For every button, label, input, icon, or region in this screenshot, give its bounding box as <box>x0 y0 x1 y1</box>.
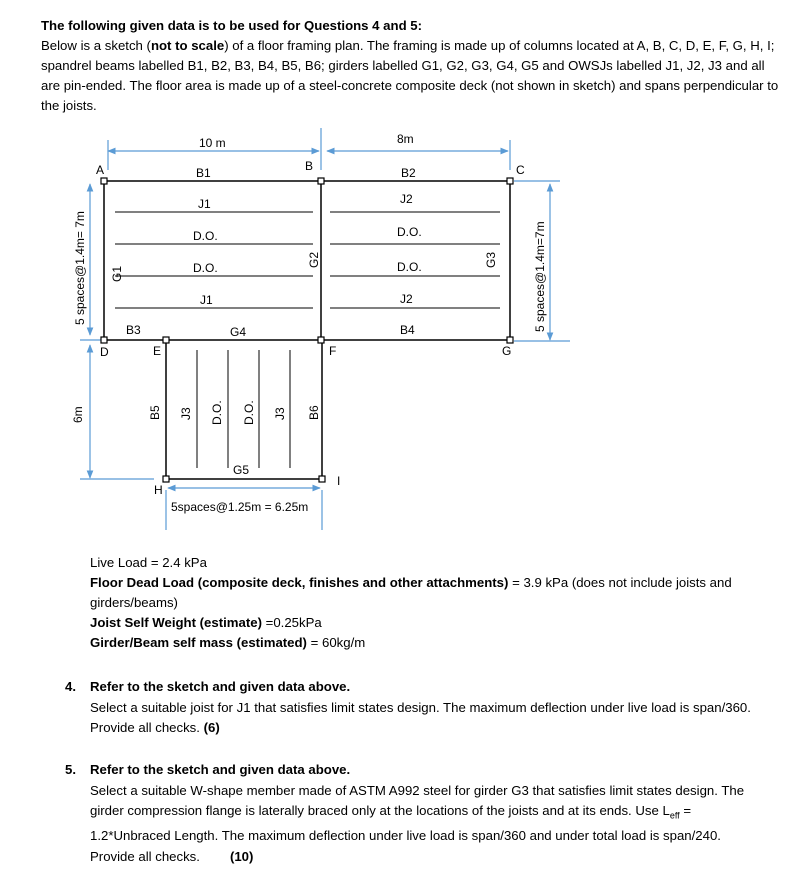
label-j1-bottom: J1 <box>200 293 213 307</box>
label-do-3: D.O. <box>397 225 422 239</box>
label-b6: B6 <box>307 405 321 420</box>
column-a <box>101 178 107 184</box>
q5-title: Refer to the sketch and given data above. <box>90 762 351 777</box>
label-j3-right: J3 <box>273 407 287 420</box>
question-4 <box>65 677 765 739</box>
intro-section <box>41 16 781 116</box>
label-col-d: D <box>100 345 109 359</box>
column-h <box>163 476 169 482</box>
label-col-i: I <box>337 474 341 488</box>
q5-text <box>90 781 765 868</box>
dead-load-label: Floor Dead Load (composite deck, finishes and other attachments) <box>90 575 509 590</box>
label-do-1: D.O. <box>193 229 218 243</box>
label-b4: B4 <box>400 323 415 337</box>
label-col-b: B <box>305 159 314 173</box>
intro-text-b: ) of a floor framing plan. The framing is made up of columns located at A, B, C, D, E, F, G, H, I; spandrel beams labelled B1, B2, B3, B4, B5, B6; girders labelled G1, G2, G3, G4, G5 and OWSJs labelled J1, J2, J3 and all are pin-ended. The floor area is made up of a steel-concrete composite deck (not shown in sketch) and spans perpendicular to the joists. <box>41 38 779 113</box>
label-g4: G4 <box>230 325 247 339</box>
label-do-4: D.O. <box>397 260 422 274</box>
live-load: Live Load = 2.4 kPa <box>90 555 207 570</box>
girder-sw-value: = 60kg/m <box>306 635 366 650</box>
label-b3: B3 <box>126 323 141 337</box>
label-g3: G3 <box>484 251 498 268</box>
label-b1: B1 <box>196 166 211 180</box>
label-left-7m: 5 spaces@1.4m= 7m <box>73 211 87 325</box>
q5-marks: (10) <box>229 848 254 864</box>
label-j3-left: J3 <box>179 407 193 420</box>
dead-load-value: = 3.9 kPa (does not include joists and girders/beams) <box>90 575 732 610</box>
intro-paragraph <box>41 36 781 116</box>
label-g2: G2 <box>307 251 321 268</box>
label-right-7m: 5 spaces@1.4m=7m <box>533 221 547 332</box>
label-bottom-span: 5spaces@1.25m = 6.25m <box>171 500 309 514</box>
column-f <box>318 337 324 343</box>
q5-number: 5. <box>65 762 76 777</box>
label-j2-bottom: J2 <box>400 292 413 306</box>
label-8m: 8m <box>397 132 414 146</box>
intro-text-a: Below is a sketch ( <box>41 38 151 53</box>
label-col-f: F <box>329 344 337 358</box>
label-col-a: A <box>96 163 105 177</box>
label-b2: B2 <box>401 166 416 180</box>
label-do-5: D.O. <box>210 400 224 425</box>
q4-body: Select a suitable joist for J1 that satisfies limit states design. The maximum deflection under live load is span/360. Provide all checks. <box>90 699 751 735</box>
joist-sw-label: Joist Self Weight (estimate) <box>90 615 262 630</box>
floor-framing-sketch <box>0 120 804 530</box>
label-b5: B5 <box>148 405 162 420</box>
q5-subscript: eff <box>669 810 680 821</box>
column-d <box>101 337 107 343</box>
girder-self-mass <box>90 633 770 653</box>
column-b <box>318 178 324 184</box>
label-do-2: D.O. <box>193 261 218 275</box>
q5-body-a: Select a suitable W-shape member made of ASTM A992 steel for girder G3 that satisfies limit states design. The girder compression flange is laterally braced only at the locations of the joists and at its ends. Use L <box>90 782 745 818</box>
joist-sw-value: =0.25kPa <box>261 615 322 630</box>
label-6m: 6m <box>71 406 85 423</box>
intro-text-bold: not to scale <box>150 38 225 53</box>
label-do-6: D.O. <box>242 400 256 425</box>
column-c <box>507 178 513 184</box>
label-col-g: G <box>502 344 512 358</box>
q4-marks: (6) <box>203 720 220 735</box>
question-5 <box>65 760 765 867</box>
q4-text <box>90 698 765 739</box>
intro-heading: The following given data is to be used for Questions 4 and 5: <box>41 18 423 33</box>
column-i <box>319 476 325 482</box>
dead-load <box>90 573 770 613</box>
q4-number: 4. <box>65 679 76 694</box>
q4-title: Refer to the sketch and given data above. <box>90 679 351 694</box>
joist-self-weight <box>90 613 770 633</box>
label-10m: 10 m <box>199 136 226 150</box>
given-loads <box>90 553 770 653</box>
label-g5: G5 <box>233 463 250 477</box>
label-j2-top: J2 <box>400 192 413 206</box>
label-col-e: E <box>153 344 162 358</box>
label-col-c: C <box>516 163 525 177</box>
label-g1: G1 <box>110 265 124 282</box>
label-j1-top: J1 <box>198 197 211 211</box>
label-col-h: H <box>154 483 163 497</box>
girder-sw-label: Girder/Beam self mass (estimated) <box>90 635 307 650</box>
column-e <box>163 337 169 343</box>
q5-body-b: = 1.2*Unbraced Length. The maximum deflection under live load is span/360 and under total load is span/240. Provide all checks. <box>90 803 721 864</box>
column-g <box>507 337 513 343</box>
